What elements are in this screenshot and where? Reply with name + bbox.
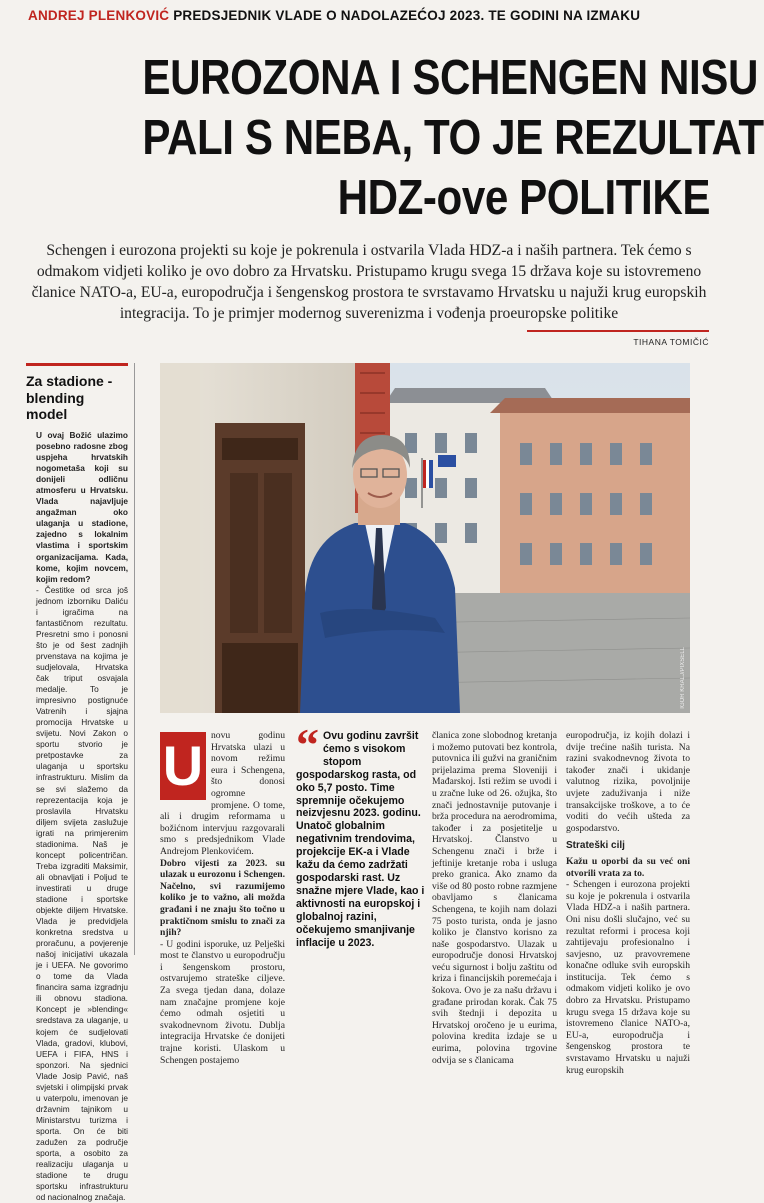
author-rule (527, 330, 709, 332)
article-text-3: članica zone slobodnog kretanja i možemo putovati bez kontrola, putovnica ili gužvi na graničnim prijelazima prema Sloveniji i Mađarskoj. Isti režim se uvodi i u zračne luke od 26. ožujka, što znači jednostavnije putovanje i brža procedura na aerodromima, također i za posjetitelje u Hrvatskoj. Članstvo u Schengenu znači i brže i jeftinije kretanje roba i usluga preko granica. Ako znamo da više od 80 posto robne razmjene obavljamo s članicama Schengena, te kojih nam dolazi 75 posto turista, onda je jasno koliko je članstvo korisno za naše gospodarstvo. Ulazak u europodručje donosi Hrvatskoj veću sigurnost i bolju zaštitu od kriza i financijskih poremećaja i šokova. Ovo je za našu državu i građane prirodan korak. Čak 75 svih štednji i depozita u Hrvatskoj oročeno je u eurima, polovina kredita izdaje se u eurima, polovina trgovine odvija se s članicama (432, 730, 557, 1066)
article-answer-2: - Schengen i eurozona projekti su koje je pokrenula i ostvarila Vlada HDZ-a i naših partnera. Oni nisu došli slučajno, već su rezultat reformi i procesa koji zahtijevaju profesionalno i savjesno, uz pravovremene konačne odluke svih europskih institucija. Tek ćemo s odmakom vidjeti koliko je ovo dobro za Hrvatsku. Pristupamo krugu svega 15 država koje su istovremeno članice NATO-a, EU-a, europodručja i šengenskog prostora te svrstavamo Hrvatsku u najuži krug europskih (566, 879, 690, 1076)
article-column-1 (160, 730, 285, 1066)
article-intro: novu godinu Hrvatska ulazi u novom režimu eura i Schengena, što donosi ogromne promjene. O tome, ali i drugim reformama u božićnom intervjuu razgovarali smo s predsjednikom Vlade Andrejom Plenkovićem. (160, 730, 285, 857)
author-byline: TIHANA TOMIČIĆ (633, 337, 709, 347)
photo-credit: IGOR KRALJ/PIXSELL (680, 647, 686, 709)
headline-line-1: EUROZONA I SCHENGEN NISU (142, 51, 758, 105)
sidebar-body: - Čestitke od srca još jednom izborniku Daliću i igračima na fantastičnom rezultatu. Presretni smo i ponosni što je od šest zadnjih prvenstava na kojima je sudjelovala, Hrvatska čak triput osvajala medalje. To je impresivno postignuće Vatrenih i sjajna promocija Hrvatske u svijetu. Novi Zakon o sportu stvorio je pretpostavke za ulaganja u sportsku infrastrukturu. Mislim da se svi slažemo da reprezentacija koja je proslavila Hrvatsku diljem svijeta zaslužuje igrati na primjerenim stadionima. Naš je koncept policentričan. Treba izgraditi Maksimir, ali obnavljati i Poljud te investirati u druge stadione i sportske objekte diljem Hrvatske. Vlada je predvidjela konkretna sredstva u proračunu, a povjerenje našoj inicijativi ukazala je i UEFA. Ne govorimo o tome da Vlada financira sama izgradnju ili obnovu stadiona. Koncept je »blending« sredstava za ulaganje, u kojem će sudjelovati Vlada, gradovi, klubovi, UEFA i FIFA, HNS i sponzori. Na sjednici Vlade Josip Pavić, naš svjetski i olimpijski prvak u vaterpolu, imenovan je državnim tajnikom u Ministarstvu turizma i sporta. On će biti zadužen za područje sporta, a osobito za realizaciju ulaganja u stadione te drugu sportsku infrastrukturu od nacionalnog značaja. (36, 584, 128, 1203)
dropcap: U (160, 732, 206, 800)
quote-icon: “ (296, 719, 319, 770)
lead-paragraph: Schengen i eurozona projekti su koje je pokrenula i ostvarila Vlada HDZ-a i naših partnera. Tek ćemo s odmakom vidjeti koliko je ovo dobro za Hrvatsku. Pristupamo krugu svega 15 država koje su istovremeno članice NATO-a, EU-a, europodručja i šengenskog prostora te svrstavamo Hrvatsku u najuži krug europskih integracija. To je primjer modernog suverenizma i vođenja proeuropske politike (31, 242, 707, 322)
article-subhead: Strateški cilj (566, 840, 625, 852)
photo-illustration (160, 363, 690, 713)
header-topic: PREDSJEDNIK VLADE O NADOLAZEĆOJ 2023. TE GODINI NA IZMAKU (173, 8, 641, 23)
column-divider (134, 363, 135, 955)
header-kicker (28, 8, 698, 23)
article-column-4 (566, 730, 690, 1076)
sidebar-title: Za stadione - blending model (26, 373, 113, 422)
article-column-2 (296, 719, 428, 955)
headline-line-2: PALI S NEBA, TO JE REZULTAT (142, 111, 764, 165)
article-question-1: Dobro vijesti za 2023. su ulazak u eurozonu i Schengen. Načelno, svi razumijemo koliko je to važno, ali možda građani i ne znaju što točno u praktičnom smislu to znači za njih? (160, 857, 285, 939)
headline (142, 48, 764, 228)
sidebar-rule (26, 363, 128, 366)
article-answer-1: - U godini isporuke, uz Pelješki most te članstvo u europodručju i šengenskom prostoru, ostvarujemo strateške ciljeve. Za svega tjedan dana, dolaze nam značajne promjene koje ćemo odmah osjetiti u svakodnevnom životu. Dublja integracija Hrvatske će donijeti trajne koristi. Ulaskom u Schengen postajemo (160, 938, 285, 1066)
article-text-4: europodručja, iz kojih dolazi i dvije trećine naših turista. Na razini svakodnevnog života to također znači i ukidanje valutnog rizika, povoljnije uvjete zaduživanja i niže transakcijske troškove, a to će voditi do većih ušteda za gospodarstvo. (566, 730, 690, 834)
header-person: ANDREJ PLENKOVIĆ (28, 8, 170, 23)
article-photo (160, 363, 690, 713)
sidebar-intro: U ovaj Božić ulazimo posebno radosne zbog uspjeha hrvatskih nogometaša koji su donijeli odličnu atmosferu u Hrvatsku. Vlada najavljuje angažman oko ulaganja u stadione, zajedno s lokalnim vlastima i sportskim organizacijama. Kada, kome, kojim novcem, kojim redom? (36, 430, 128, 584)
article-column-3 (432, 730, 557, 1066)
article-question-2: Kažu u oporbi da su već oni otvorili vrata za to. (566, 855, 690, 879)
pull-quote: Ovu godinu završit ćemo s visokom stopom gospodarskog rasta, od oko 5,7 posto. Time spremnije očekujemo neizvjesnu 2023. godinu. Unatoč globalnim negativnim trendovima, projekcije EK-a i Vlade kažu da ćemo zadržati gospodarski rast. Uz snažne mjere Vlade, kao i aktivnosti na europskoj i globalnoj razini, očekujemo smanjivanje inflacije u 2023. (296, 730, 425, 949)
headline-line-3: HDZ-ove POLITIKE (337, 171, 710, 225)
sidebar-text (36, 430, 128, 1203)
